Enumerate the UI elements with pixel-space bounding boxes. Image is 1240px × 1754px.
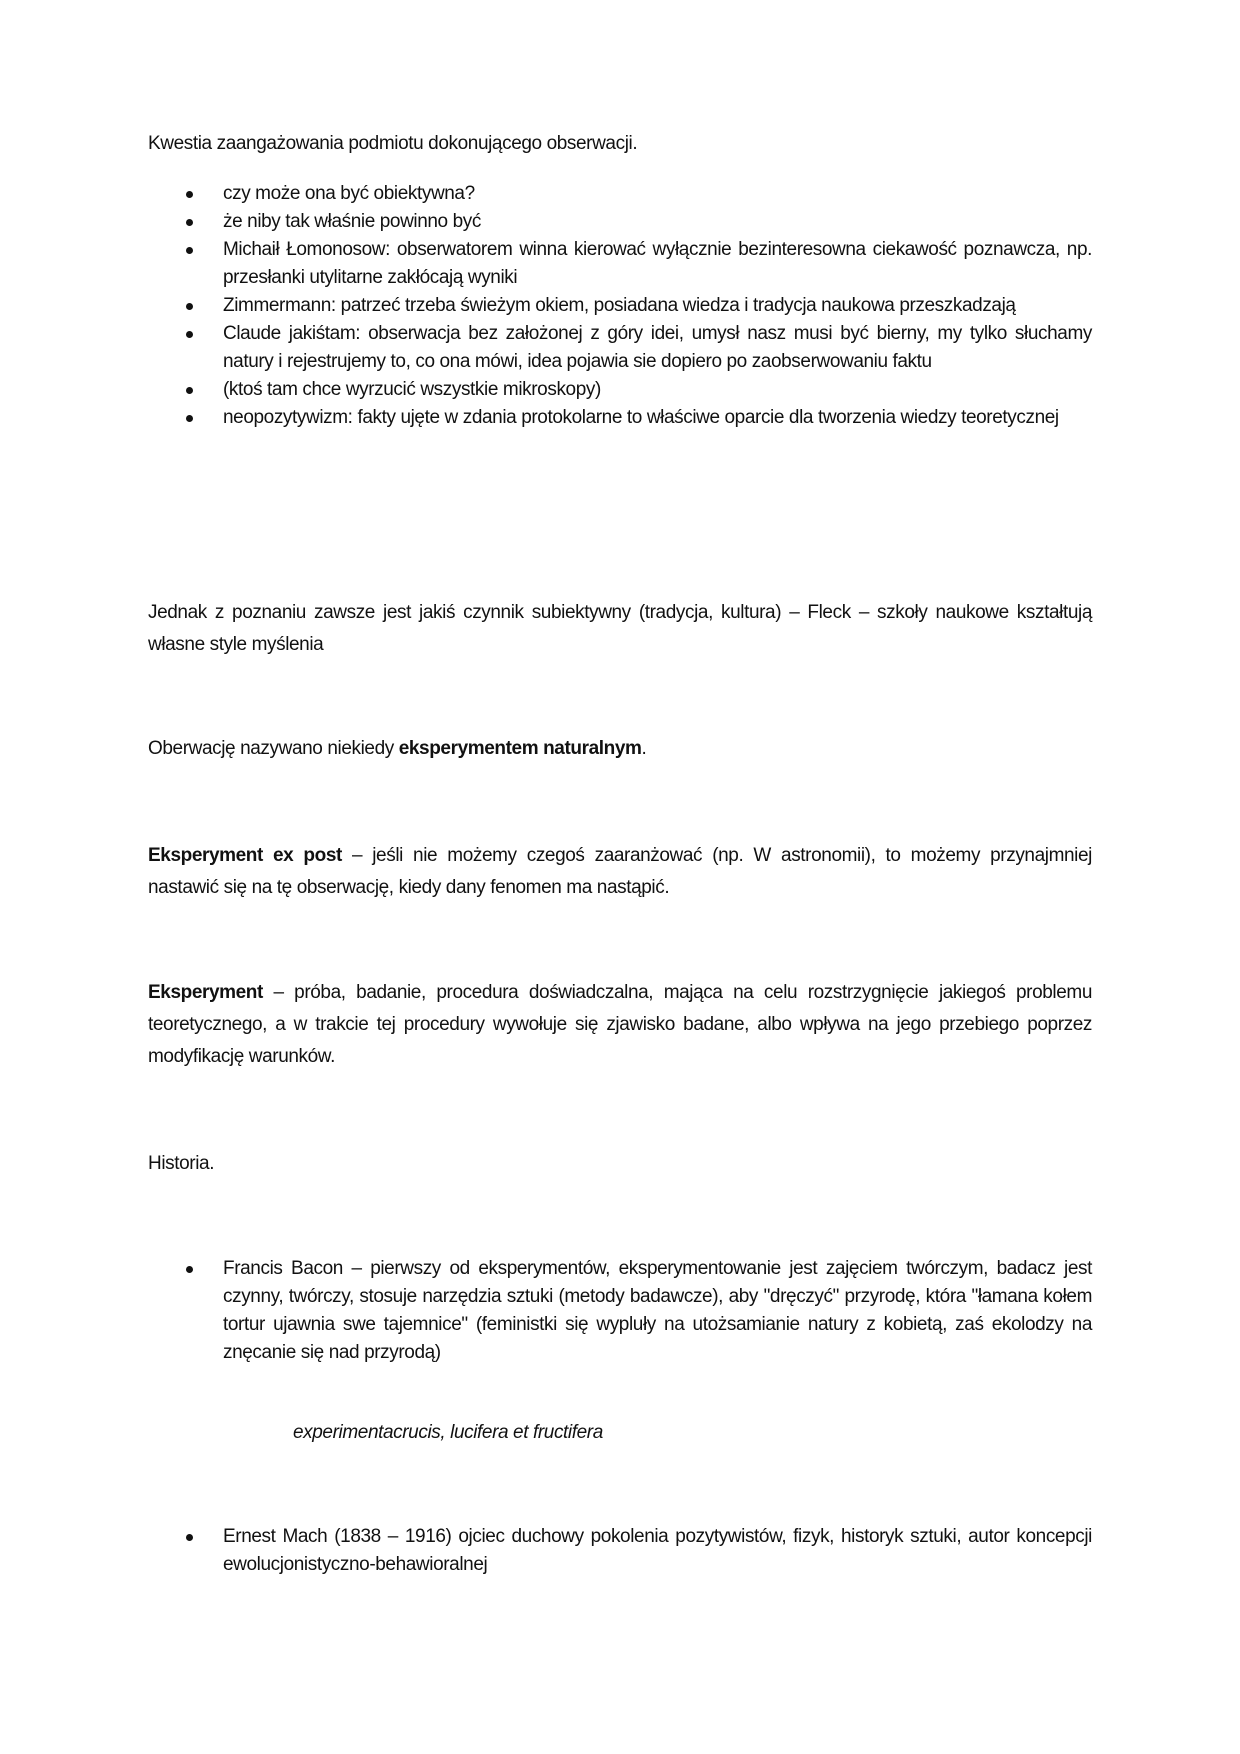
heading-history: Historia. (148, 1153, 215, 1174)
bullet-icon (186, 1266, 193, 1273)
paragraph-experiment-definition: Eksperyment – próba, badanie, procedura doświadczalna, mająca na celu rozstrzygnięcie jakiegoś problemu teoretycznego, a w trakcie tej procedury wywołuje się zjawisko badane, albo wpływa na jego przebiego poprzez modyfikację warunków. (148, 982, 1092, 1067)
list-item: Zimmermann: patrzeć trzeba świeżym okiem, posiadana wiedza i tradycja naukowa przeszkadzają (148, 292, 1092, 320)
bullet-icon (186, 303, 193, 310)
observation-bullet-list (148, 180, 1092, 432)
list-item: Michaił Łomonosow: obserwatorem winna kierować wyłącznie bezinteresowna ciekawość poznawcza, np. przesłanki utylitarne zakłócają wyniki (148, 236, 1092, 292)
paragraph-subjective: Jednak z poznaniu zawsze jest jakiś czynnik subiektywny (tradycja, kultura) – Fleck – szkoły naukowe kształtują własne style myślenia (148, 602, 1092, 655)
bullet-icon (186, 415, 193, 422)
list-item: że niby tak właśnie powinno być (148, 208, 1092, 236)
history-bullet-list (148, 1255, 1092, 1367)
paragraph-ex-post: Eksperyment ex post – jeśli nie możemy czegoś zaaranżować (np. W astronomii), to możemy przynajmniej nastawić się na tę obserwację, kiedy dany fenomen ma nastąpić. (148, 845, 1092, 898)
bullet-icon (186, 1534, 193, 1541)
list-item: Claude jakiśtam: obserwacja bez założonej z góry idei, umysł nasz musi być bierny, my tylko słuchamy natury i rejestrujemy to, co ona mówi, idea pojawia sie dopiero po zaobserwowaniu faktu (148, 320, 1092, 376)
term-ex-post: Eksperyment ex post (148, 845, 342, 866)
bullet-icon (186, 219, 193, 226)
history-bullet-list-2 (148, 1523, 1092, 1579)
bullet-icon (186, 247, 193, 254)
latin-quote: experimentacrucis, lucifera et fructifera (293, 1422, 603, 1443)
list-item: czy może ona być obiektywna? (148, 180, 1092, 208)
term-experiment: Eksperyment (148, 982, 263, 1003)
paragraph-natural-experiment: Oberwację nazywano niekiedy eksperymentem naturalnym. (148, 738, 647, 759)
term-natural-experiment: eksperymentem naturalnym (398, 738, 642, 759)
heading-observation: Kwestia zaangażowania podmiotu dokonującego obserwacji. (148, 133, 638, 154)
list-item: neopozytywizm: fakty ujęte w zdania protokolarne to właściwe oparcie dla tworzenia wiedzy teoretycznej (148, 404, 1092, 432)
list-item: Francis Bacon – pierwszy od eksperymentów, eksperymentowanie jest zajęciem twórczym, badacz jest czynny, twórczy, stosuje narzędzia sztuki (metody badawcze), aby "dręczyć" przyrodę, która "łamana kołem tortur ujawnia swe tajemnice" (feministki się wypluły na utożsamianie natury z kobietą, zaś ekolodzy na znęcanie się nad przyrodą) (148, 1255, 1092, 1367)
list-item: Ernest Mach (1838 – 1916) ojciec duchowy pokolenia pozytywistów, fizyk, historyk sztuki, autor koncepcji ewolucjonistyczno-behawioralnej (148, 1523, 1092, 1579)
bullet-icon (186, 387, 193, 394)
list-item: (ktoś tam chce wyrzucić wszystkie mikroskopy) (148, 376, 1092, 404)
bullet-icon (186, 191, 193, 198)
bullet-icon (186, 331, 193, 338)
